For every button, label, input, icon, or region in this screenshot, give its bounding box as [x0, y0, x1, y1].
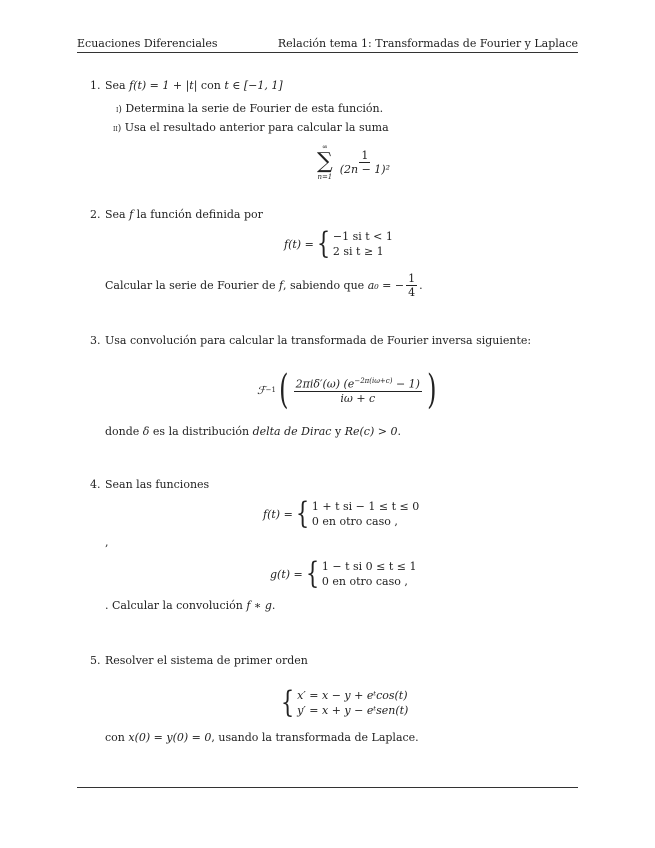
problem-3-statement: Usa convolución para calcular la transformada de Fourier inversa siguiente:: [105, 334, 532, 347]
case-row: −1 si t < 1: [332, 230, 393, 243]
piecewise-cases: [312, 499, 419, 529]
part-text: Determina la serie de Fourier de esta función.: [125, 102, 384, 115]
p2-text: Sea: [105, 208, 130, 221]
inverse-fourier-fraction: [294, 375, 422, 405]
left-brace: {: [305, 556, 319, 591]
problem-3-number: 3.: [90, 334, 101, 347]
p1-text: con: [197, 79, 225, 92]
piecewise-cases: [322, 559, 417, 589]
fourier-operator: ℱ: [257, 383, 266, 397]
system-equations: [297, 688, 408, 718]
footer-rule: [77, 787, 578, 788]
right-paren: ): [427, 367, 437, 413]
a0-fraction: [406, 272, 417, 299]
period: .: [271, 599, 276, 612]
case-row: 1 + t si − 1 ≤ t ≤ 0: [311, 500, 420, 513]
p4-text: . Calcular la convolución: [105, 599, 247, 612]
initial-conditions: x(0) = y(0) = 0: [128, 731, 212, 744]
problem-3-condition: [105, 425, 401, 438]
piecewise-lhs: f(t) =: [263, 507, 293, 521]
inverse-fourier-formula: [257, 367, 440, 413]
left-brace: {: [295, 496, 310, 531]
period: .: [397, 425, 401, 438]
case-row: 2 si t ≥ 1: [332, 245, 384, 258]
ode-system: [278, 685, 409, 720]
case-row: 0 en otro caso ,: [311, 515, 398, 528]
fraction-numerator: [294, 375, 422, 392]
left-brace: {: [280, 685, 295, 720]
problem-2-statement: [105, 208, 263, 221]
case-row: 1 − t si 0 ≤ t ≤ 1: [321, 560, 417, 573]
header-rule: [77, 52, 578, 53]
problem-5-statement: Resolver el sistema de primer orden: [105, 654, 308, 667]
p1-text: Sea: [105, 79, 130, 92]
p1-function: f(t) = 1 + |t|: [129, 79, 198, 92]
numerator-part: 2πiδ′(ω): [295, 377, 341, 391]
left-brace: {: [316, 226, 331, 261]
equation-row: y′ = x + y − eᵗsen(t): [297, 704, 409, 717]
piecewise-lhs: g(t) =: [270, 567, 303, 581]
sum-fraction: [338, 149, 392, 176]
p5-text: con: [105, 731, 129, 744]
equation-row: x′ = x − y + eᵗcos(t): [297, 689, 408, 702]
period: .: [419, 279, 423, 292]
header-sheet-title: Relación tema 1: Transformadas de Fourier y Laplace: [277, 37, 578, 50]
piecewise-f-definition: [284, 226, 393, 261]
problem-4-task: [105, 599, 275, 612]
p3-text: y: [331, 425, 345, 438]
real-part-condition: Re(c) > 0: [344, 425, 398, 438]
fraction-denominator: 4: [408, 286, 416, 299]
a0-symbol: a₀ = −: [367, 279, 405, 292]
fraction-numerator: 1: [361, 148, 369, 162]
problem-2-number: 2.: [90, 208, 101, 221]
convolution-expression: f ∗ g: [246, 599, 272, 612]
separator-comma: ,: [105, 536, 109, 549]
page-header: [77, 37, 578, 50]
part-label: ii): [113, 124, 122, 134]
sigma-operator: [317, 143, 333, 181]
part-label: i): [116, 105, 122, 115]
left-paren: (: [279, 367, 289, 413]
p2-task-text: Calcular la serie de Fourier de: [105, 279, 276, 292]
dirac-term: delta de Dirac: [252, 425, 332, 438]
header-course-title: Ecuaciones Diferenciales: [77, 37, 218, 50]
problem-4-number: 4.: [90, 478, 101, 491]
p5-text: , usando la transformada de Laplace.: [211, 731, 419, 744]
p3-text: es la distribución: [149, 425, 253, 438]
inverse-exponent: −1: [265, 386, 276, 394]
sum-upper-limit: ∞: [321, 143, 328, 151]
problem-2-task: [105, 272, 423, 299]
fraction-numerator: 1: [408, 272, 416, 285]
problem-1-part-ii: [113, 121, 389, 134]
fraction-denominator: (2n − 1)²: [339, 162, 391, 176]
piecewise-f-definition-4: [263, 496, 420, 531]
problem-5-condition: [105, 731, 419, 744]
piecewise-lhs: f(t) =: [284, 237, 314, 251]
p2-task-function: f: [278, 279, 284, 292]
exponent: −2π(iω+c): [354, 377, 393, 386]
sigma-symbol: ∑: [317, 149, 333, 174]
delta-symbol: δ: [142, 425, 150, 438]
piecewise-g-definition: [270, 556, 417, 591]
p3-text: donde: [105, 425, 143, 438]
case-row: 0 en otro caso ,: [321, 575, 408, 588]
series-sum-formula: [317, 143, 394, 181]
numerator-part: (e: [343, 377, 355, 391]
p2-function: f: [129, 208, 134, 221]
problem-4-statement: Sean las funciones: [105, 478, 210, 491]
p1-domain: t ∈ [−1, 1]: [224, 79, 283, 92]
piecewise-cases: [333, 229, 393, 259]
problem-1-number: 1.: [90, 79, 101, 92]
p2-text: la función definida por: [133, 208, 263, 221]
sum-lower-limit: n=1: [317, 173, 333, 181]
problem-1-statement: [105, 79, 283, 92]
part-text: Usa el resultado anterior para calcular la suma: [124, 121, 389, 134]
p2-task-text: , sabiendo que: [283, 279, 365, 292]
fraction-denominator: iω + c: [340, 391, 376, 405]
numerator-part: − 1): [392, 377, 420, 391]
problem-1-part-i: [116, 102, 383, 115]
problem-5-number: 5.: [90, 654, 101, 667]
